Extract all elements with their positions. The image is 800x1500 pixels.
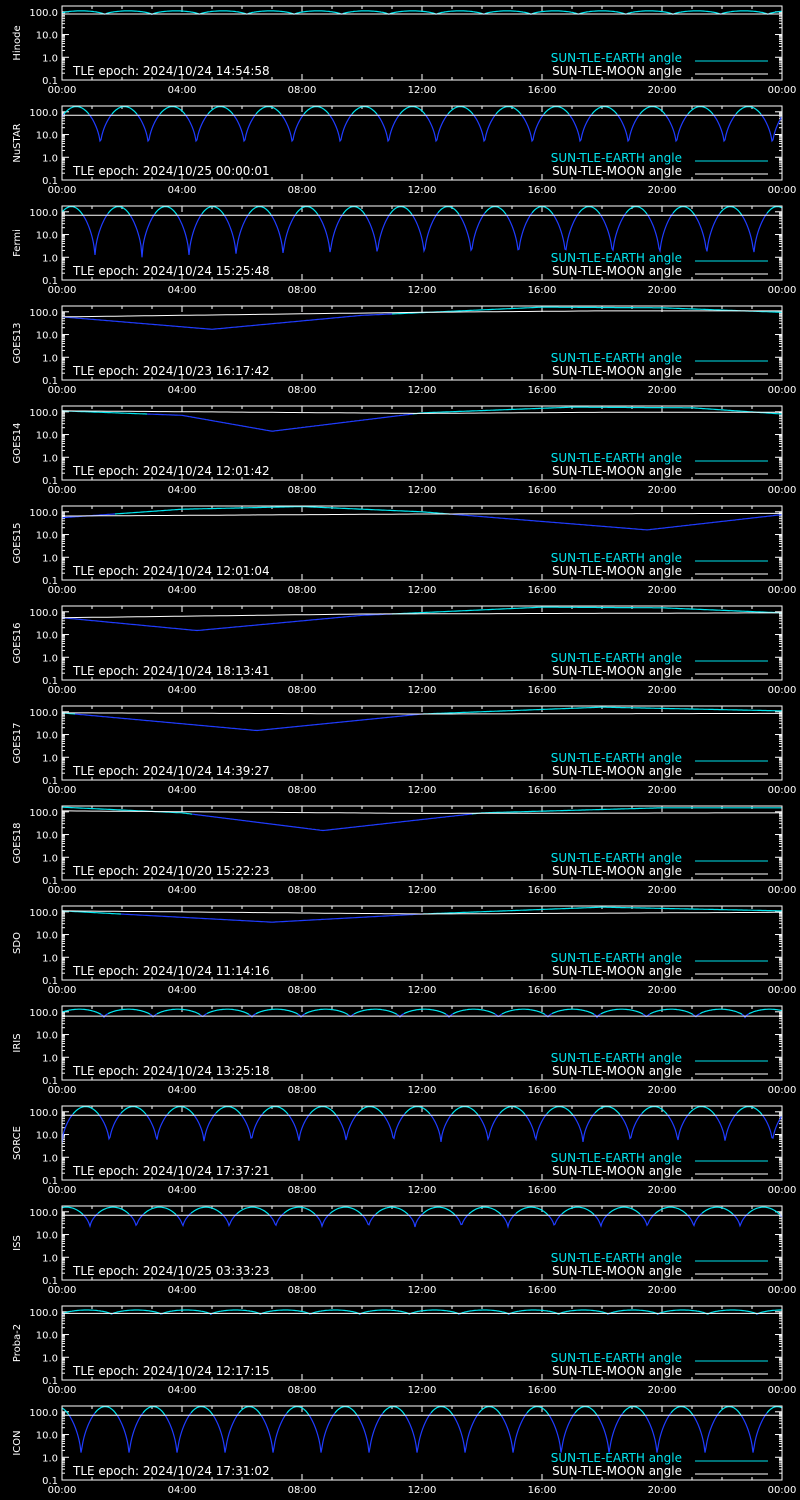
chart-panel (0, 700, 800, 800)
panel-ylabel: GOES18 (12, 822, 23, 864)
chart-panel (0, 100, 800, 200)
x-tick-label: 12:00 (407, 685, 437, 696)
x-tick-label: 12:00 (407, 1485, 437, 1496)
x-tick-label: 12:00 (407, 985, 437, 996)
y-tick-label: 1.0 (42, 1353, 58, 1365)
y-tick-label: 10.0 (35, 1330, 58, 1342)
y-tick-label: 10.0 (35, 130, 58, 142)
chart-panel-svg (0, 0, 800, 100)
chart-panel (0, 1100, 800, 1200)
x-tick-label: 20:00 (647, 1385, 677, 1396)
legend-earth-label: SUN-TLE-EARTH angle (550, 651, 682, 665)
x-tick-label: 04:00 (167, 985, 197, 996)
y-tick-label: 1.0 (42, 1453, 58, 1465)
x-tick-label: 16:00 (527, 85, 557, 96)
y-tick-label: 10.0 (35, 1030, 58, 1042)
y-tick-label: 10.0 (35, 230, 58, 242)
legend-earth-label: SUN-TLE-EARTH angle (550, 951, 682, 965)
x-tick-label: 16:00 (527, 1385, 557, 1396)
chart-panel-svg (0, 1100, 800, 1200)
x-tick-label: 00:00 (47, 385, 77, 396)
chart-panel (0, 1000, 800, 1100)
x-tick-label: 00:00 (47, 1285, 77, 1296)
y-tick-label: 1.0 (42, 753, 58, 765)
panel-background (0, 300, 800, 400)
tle-epoch-label: TLE epoch: 2024/10/25 00:00:01 (73, 164, 270, 178)
x-tick-label: 16:00 (527, 685, 557, 696)
x-tick-label: 08:00 (287, 985, 317, 996)
y-tick-label: 100.0 (29, 207, 58, 219)
legend-earth-label: SUN-TLE-EARTH angle (550, 1251, 682, 1265)
x-tick-label: 20:00 (647, 885, 677, 896)
x-tick-label: 12:00 (407, 185, 437, 196)
x-tick-label: 00:00 (767, 585, 797, 596)
legend-earth-label: SUN-TLE-EARTH angle (550, 251, 682, 265)
x-tick-label: 08:00 (287, 485, 317, 496)
y-tick-label: 10.0 (35, 1230, 58, 1242)
panel-ylabel: IRIS (12, 1033, 23, 1053)
x-tick-label: 20:00 (647, 1085, 677, 1096)
x-tick-label: 00:00 (47, 685, 77, 696)
x-tick-label: 00:00 (767, 85, 797, 96)
y-tick-label: 0.1 (42, 976, 58, 987)
x-tick-label: 00:00 (47, 585, 77, 596)
y-tick-label: 1.0 (42, 653, 58, 665)
y-tick-label: 10.0 (35, 630, 58, 642)
legend-earth-label: SUN-TLE-EARTH angle (550, 1151, 682, 1165)
panel-background (0, 1000, 800, 1100)
y-tick-label: 0.1 (42, 1276, 58, 1287)
y-tick-label: 1.0 (42, 853, 58, 865)
panel-ylabel: GOES15 (12, 522, 23, 564)
panel-ylabel: GOES16 (12, 622, 23, 664)
tle-epoch-label: TLE epoch: 2024/10/23 16:17:42 (73, 364, 270, 378)
x-tick-label: 20:00 (647, 385, 677, 396)
x-tick-label: 12:00 (407, 385, 437, 396)
x-tick-label: 16:00 (527, 385, 557, 396)
x-tick-label: 00:00 (47, 985, 77, 996)
y-tick-label: 0.1 (42, 376, 58, 387)
x-tick-label: 12:00 (407, 1085, 437, 1096)
x-tick-label: 12:00 (407, 885, 437, 896)
panel-ylabel: ISS (12, 1235, 23, 1251)
tle-epoch-label: TLE epoch: 2024/10/24 12:01:04 (73, 564, 270, 578)
x-tick-label: 20:00 (647, 1285, 677, 1296)
y-tick-label: 100.0 (29, 1007, 58, 1019)
x-tick-label: 04:00 (167, 185, 197, 196)
legend-moon-label: SUN-TLE-MOON angle (552, 864, 682, 878)
x-tick-label: 00:00 (47, 285, 77, 296)
x-tick-label: 16:00 (527, 1185, 557, 1196)
x-tick-label: 00:00 (47, 1385, 77, 1396)
x-tick-label: 00:00 (47, 85, 77, 96)
x-tick-label: 12:00 (407, 785, 437, 796)
x-tick-label: 20:00 (647, 485, 677, 496)
legend-moon-label: SUN-TLE-MOON angle (552, 1364, 682, 1378)
x-tick-label: 00:00 (767, 185, 797, 196)
panel-background (0, 700, 800, 800)
x-tick-label: 00:00 (47, 485, 77, 496)
legend-moon-label: SUN-TLE-MOON angle (552, 1064, 682, 1078)
x-tick-label: 16:00 (527, 1485, 557, 1496)
tle-epoch-label: TLE epoch: 2024/10/24 17:37:21 (73, 1164, 270, 1178)
y-tick-label: 1.0 (42, 953, 58, 965)
y-tick-label: 10.0 (35, 830, 58, 842)
x-tick-label: 16:00 (527, 185, 557, 196)
x-tick-label: 08:00 (287, 285, 317, 296)
x-tick-label: 12:00 (407, 585, 437, 596)
x-tick-label: 16:00 (527, 1085, 557, 1096)
x-tick-label: 20:00 (647, 685, 677, 696)
x-tick-label: 00:00 (47, 1085, 77, 1096)
x-tick-label: 04:00 (167, 585, 197, 596)
x-tick-label: 16:00 (527, 785, 557, 796)
chart-panel (0, 1300, 800, 1400)
chart-panel-svg (0, 1300, 800, 1400)
y-tick-label: 1.0 (42, 553, 58, 565)
chart-panel (0, 400, 800, 500)
x-tick-label: 12:00 (407, 285, 437, 296)
legend-earth-label: SUN-TLE-EARTH angle (550, 851, 682, 865)
x-tick-label: 00:00 (767, 285, 797, 296)
chart-panel-svg (0, 200, 800, 300)
x-tick-label: 20:00 (647, 285, 677, 296)
x-tick-label: 12:00 (407, 1185, 437, 1196)
y-tick-label: 100.0 (29, 907, 58, 919)
legend-moon-label: SUN-TLE-MOON angle (552, 1264, 682, 1278)
tle-epoch-label: TLE epoch: 2024/10/24 15:25:48 (73, 264, 270, 278)
legend-moon-label: SUN-TLE-MOON angle (552, 664, 682, 678)
chart-panel (0, 0, 800, 100)
y-tick-label: 1.0 (42, 1053, 58, 1065)
panel-ylabel: NuSTAR (12, 123, 23, 163)
x-tick-label: 04:00 (167, 1385, 197, 1396)
panel-ylabel: GOES14 (12, 422, 23, 464)
legend-earth-label: SUN-TLE-EARTH angle (550, 1351, 682, 1365)
x-tick-label: 08:00 (287, 585, 317, 596)
chart-panel (0, 1200, 800, 1300)
y-tick-label: 1.0 (42, 1153, 58, 1165)
x-tick-label: 04:00 (167, 1185, 197, 1196)
chart-panel-svg (0, 900, 800, 1000)
y-tick-label: 1.0 (42, 53, 58, 65)
y-tick-label: 1.0 (42, 253, 58, 265)
x-tick-label: 08:00 (287, 1385, 317, 1396)
tle-epoch-label: TLE epoch: 2024/10/24 17:31:02 (73, 1464, 270, 1478)
legend-moon-label: SUN-TLE-MOON angle (552, 964, 682, 978)
y-tick-label: 10.0 (35, 530, 58, 542)
chart-panel-svg (0, 700, 800, 800)
x-tick-label: 20:00 (647, 1185, 677, 1196)
x-tick-label: 08:00 (287, 185, 317, 196)
legend-moon-label: SUN-TLE-MOON angle (552, 564, 682, 578)
panel-ylabel: Fermi (12, 229, 23, 257)
x-tick-label: 20:00 (647, 85, 677, 96)
y-tick-label: 10.0 (35, 30, 58, 42)
x-tick-label: 00:00 (767, 785, 797, 796)
panel-background (0, 1300, 800, 1400)
y-tick-label: 10.0 (35, 1130, 58, 1142)
x-tick-label: 20:00 (647, 785, 677, 796)
x-tick-label: 00:00 (767, 1185, 797, 1196)
x-tick-label: 00:00 (767, 1085, 797, 1096)
legend-moon-label: SUN-TLE-MOON angle (552, 64, 682, 78)
x-tick-label: 12:00 (407, 485, 437, 496)
x-tick-label: 00:00 (767, 385, 797, 396)
panel-ylabel: Hinode (12, 25, 23, 61)
y-tick-label: 100.0 (29, 1407, 58, 1419)
x-tick-label: 16:00 (527, 485, 557, 496)
y-tick-label: 10.0 (35, 330, 58, 342)
y-tick-label: 10.0 (35, 1430, 58, 1442)
x-tick-label: 08:00 (287, 1185, 317, 1196)
legend-moon-label: SUN-TLE-MOON angle (552, 764, 682, 778)
tle-epoch-label: TLE epoch: 2024/10/24 14:39:27 (73, 764, 270, 778)
x-tick-label: 04:00 (167, 1085, 197, 1096)
panel-ylabel: SORCE (12, 1126, 23, 1160)
x-tick-label: 00:00 (767, 1285, 797, 1296)
x-tick-label: 04:00 (167, 485, 197, 496)
x-tick-label: 12:00 (407, 1285, 437, 1296)
x-tick-label: 04:00 (167, 385, 197, 396)
y-tick-label: 100.0 (29, 1107, 58, 1119)
x-tick-label: 00:00 (767, 685, 797, 696)
x-tick-label: 04:00 (167, 285, 197, 296)
y-tick-label: 0.1 (42, 476, 58, 487)
panel-ylabel: GOES13 (12, 322, 23, 364)
chart-panel-svg (0, 500, 800, 600)
legend-earth-label: SUN-TLE-EARTH angle (550, 1451, 682, 1465)
x-tick-label: 16:00 (527, 885, 557, 896)
x-tick-label: 00:00 (47, 185, 77, 196)
tle-epoch-label: TLE epoch: 2024/10/24 12:01:42 (73, 464, 270, 478)
x-tick-label: 00:00 (47, 1485, 77, 1496)
x-tick-label: 12:00 (407, 85, 437, 96)
legend-earth-label: SUN-TLE-EARTH angle (550, 1051, 682, 1065)
x-tick-label: 08:00 (287, 1485, 317, 1496)
chart-panel (0, 200, 800, 300)
x-tick-label: 08:00 (287, 1285, 317, 1296)
legend-moon-label: SUN-TLE-MOON angle (552, 1464, 682, 1478)
legend-earth-label: SUN-TLE-EARTH angle (550, 51, 682, 65)
y-tick-label: 10.0 (35, 730, 58, 742)
legend-earth-label: SUN-TLE-EARTH angle (550, 351, 682, 365)
chart-panel (0, 500, 800, 600)
y-tick-label: 100.0 (29, 407, 58, 419)
chart-panel-svg (0, 600, 800, 700)
chart-panel-svg (0, 300, 800, 400)
x-tick-label: 04:00 (167, 1485, 197, 1496)
panel-background (0, 0, 800, 100)
chart-panel-svg (0, 1000, 800, 1100)
panel-background (0, 600, 800, 700)
y-tick-label: 100.0 (29, 1207, 58, 1219)
x-tick-label: 16:00 (527, 1285, 557, 1296)
x-tick-label: 08:00 (287, 685, 317, 696)
y-tick-label: 1.0 (42, 353, 58, 365)
x-tick-label: 04:00 (167, 685, 197, 696)
y-tick-label: 0.1 (42, 876, 58, 887)
x-tick-label: 20:00 (647, 585, 677, 596)
x-tick-label: 04:00 (167, 85, 197, 96)
y-tick-label: 100.0 (29, 807, 58, 819)
x-tick-label: 08:00 (287, 785, 317, 796)
y-tick-label: 0.1 (42, 776, 58, 787)
x-tick-label: 16:00 (527, 285, 557, 296)
y-tick-label: 0.1 (42, 1176, 58, 1187)
y-tick-label: 10.0 (35, 430, 58, 442)
legend-earth-label: SUN-TLE-EARTH angle (550, 751, 682, 765)
y-tick-label: 0.1 (42, 1076, 58, 1087)
chart-panel (0, 900, 800, 1000)
y-tick-label: 100.0 (29, 1307, 58, 1319)
y-tick-label: 100.0 (29, 507, 58, 519)
x-tick-label: 04:00 (167, 885, 197, 896)
tle-epoch-label: TLE epoch: 2024/10/25 03:33:23 (73, 1264, 270, 1278)
y-tick-label: 0.1 (42, 176, 58, 187)
legend-moon-label: SUN-TLE-MOON angle (552, 164, 682, 178)
y-tick-label: 100.0 (29, 7, 58, 19)
y-tick-label: 0.1 (42, 1476, 58, 1487)
panel-background (0, 500, 800, 600)
x-tick-label: 00:00 (47, 785, 77, 796)
chart-panel (0, 1400, 800, 1500)
legend-moon-label: SUN-TLE-MOON angle (552, 464, 682, 478)
x-tick-label: 00:00 (767, 885, 797, 896)
legend-earth-label: SUN-TLE-EARTH angle (550, 451, 682, 465)
x-tick-label: 20:00 (647, 185, 677, 196)
y-tick-label: 10.0 (35, 930, 58, 942)
x-tick-label: 04:00 (167, 1285, 197, 1296)
chart-panel-svg (0, 400, 800, 500)
x-tick-label: 00:00 (767, 485, 797, 496)
chart-panel (0, 300, 800, 400)
x-tick-label: 08:00 (287, 85, 317, 96)
y-tick-label: 100.0 (29, 307, 58, 319)
panel-background (0, 800, 800, 900)
y-tick-label: 100.0 (29, 707, 58, 719)
panel-ylabel: SDO (12, 932, 23, 954)
y-tick-label: 0.1 (42, 276, 58, 287)
legend-moon-label: SUN-TLE-MOON angle (552, 264, 682, 278)
tle-epoch-label: TLE epoch: 2024/10/24 11:14:16 (73, 964, 270, 978)
y-tick-label: 1.0 (42, 153, 58, 165)
panel-ylabel: ICON (12, 1430, 23, 1456)
y-tick-label: 0.1 (42, 676, 58, 687)
x-tick-label: 08:00 (287, 1085, 317, 1096)
x-tick-label: 00:00 (767, 1485, 797, 1496)
chart-panel (0, 800, 800, 900)
tle-epoch-label: TLE epoch: 2024/10/24 18:13:41 (73, 664, 270, 678)
tle-epoch-label: TLE epoch: 2024/10/20 15:22:23 (73, 864, 270, 878)
x-tick-label: 20:00 (647, 1485, 677, 1496)
x-tick-label: 08:00 (287, 385, 317, 396)
chart-panel-svg (0, 1200, 800, 1300)
y-tick-label: 100.0 (29, 107, 58, 119)
y-tick-label: 100.0 (29, 607, 58, 619)
y-tick-label: 0.1 (42, 576, 58, 587)
x-tick-label: 16:00 (527, 985, 557, 996)
chart-panel-svg (0, 100, 800, 200)
y-tick-label: 1.0 (42, 453, 58, 465)
tle-epoch-label: TLE epoch: 2024/10/24 14:54:58 (73, 64, 270, 78)
legend-moon-label: SUN-TLE-MOON angle (552, 1164, 682, 1178)
panel-ylabel: GOES17 (12, 722, 23, 764)
chart-panel-svg (0, 800, 800, 900)
tle-epoch-label: TLE epoch: 2024/10/24 13:25:18 (73, 1064, 270, 1078)
x-tick-label: 20:00 (647, 985, 677, 996)
x-tick-label: 00:00 (47, 885, 77, 896)
chart-panel (0, 600, 800, 700)
x-tick-label: 12:00 (407, 1385, 437, 1396)
legend-moon-label: SUN-TLE-MOON angle (552, 364, 682, 378)
panel-ylabel: Proba-2 (12, 1323, 23, 1363)
tle-epoch-label: TLE epoch: 2024/10/24 12:17:15 (73, 1364, 270, 1378)
x-tick-label: 04:00 (167, 785, 197, 796)
x-tick-label: 08:00 (287, 885, 317, 896)
legend-earth-label: SUN-TLE-EARTH angle (550, 551, 682, 565)
x-tick-label: 00:00 (767, 1385, 797, 1396)
y-tick-label: 0.1 (42, 1376, 58, 1387)
legend-earth-label: SUN-TLE-EARTH angle (550, 151, 682, 165)
x-tick-label: 00:00 (767, 985, 797, 996)
chart-panel-svg (0, 1400, 800, 1500)
x-tick-label: 16:00 (527, 585, 557, 596)
x-tick-label: 00:00 (47, 1185, 77, 1196)
y-tick-label: 0.1 (42, 76, 58, 87)
y-tick-label: 1.0 (42, 1253, 58, 1265)
